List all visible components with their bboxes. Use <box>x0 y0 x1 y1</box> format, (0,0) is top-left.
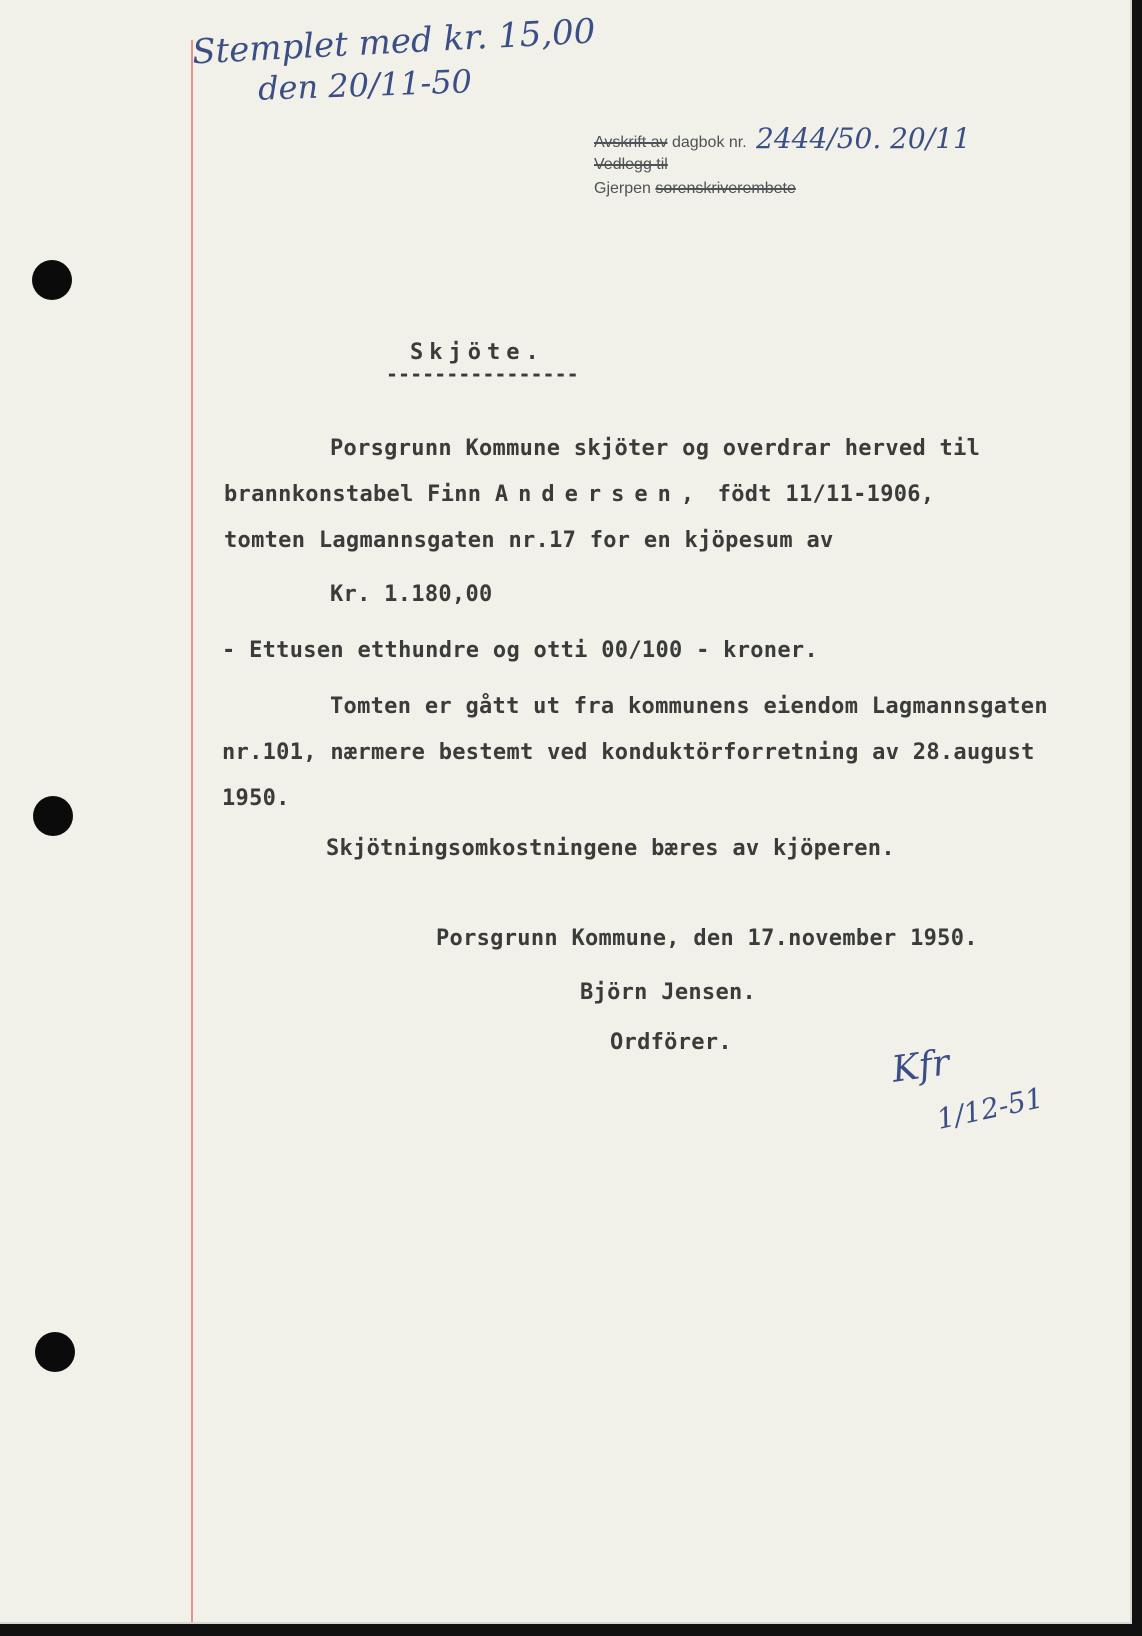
place-and-date: Porsgrunn Kommune, den 17.november 1950. <box>436 926 978 951</box>
registry-stamp-line1 <box>594 134 747 152</box>
paragraph3: Skjötningsomkostningene bæres av kjöperen. <box>326 836 895 861</box>
title-underline: ---------------- <box>386 362 579 386</box>
handwritten-stamp-note-line1: Stemplet med kr. 15,00 <box>191 11 597 73</box>
purchase-amount: Kr. 1.180,00 <box>330 582 493 607</box>
paragraph1-line2 <box>224 482 934 507</box>
signer-name: Björn Jensen. <box>580 980 757 1005</box>
signer-title: Ordförer. <box>610 1030 732 1055</box>
stamp-court-suffix: sorenskriverembete <box>655 180 796 197</box>
purchase-amount-words: - Ettusen etthundre og otti 00/100 - kroner. <box>222 638 818 663</box>
registry-stamp-line3 <box>594 180 796 198</box>
handwritten-stamp-note-line2: den 20/11-50 <box>257 62 473 108</box>
punch-hole-top <box>32 260 72 300</box>
margin-line <box>191 40 193 1622</box>
document-title: Skjöte. <box>410 340 545 365</box>
handwritten-initials-date: 1/12-51 <box>933 1081 1047 1136</box>
paragraph2-line3: 1950. <box>222 786 290 811</box>
birth-date: födt 11/11-1906, <box>704 482 935 507</box>
paragraph1-line1: Porsgrunn Kommune skjöter og overdrar herved til <box>330 436 981 461</box>
paragraph2-line1: Tomten er gått ut fra kommunens eiendom Lagmannsgaten <box>330 694 1048 719</box>
occupation-and-first-name: brannkonstabel Finn <box>224 482 495 507</box>
paragraph2-line2: nr.101, nærmere bestemt ved konduktörforretning av 28.august <box>222 740 1035 765</box>
handwritten-initials: Kfr <box>889 1042 953 1091</box>
paragraph1-line3: tomten Lagmannsgaten nr.17 for en kjöpesum av <box>224 528 834 553</box>
registry-stamp-line2: Vedlegg til <box>594 156 668 173</box>
stamp-dagbok-label: dagbok nr. <box>671 134 747 151</box>
buyer-surname: Andersen, <box>494 482 705 507</box>
stamp-handwritten-number: 2444/50. 20/11 <box>756 122 971 155</box>
punch-hole-middle <box>33 796 73 836</box>
stamp-crossed-prefix: Avskrift av <box>594 134 668 151</box>
stamp-court-name: Gjerpen <box>594 180 651 197</box>
punch-hole-bottom <box>35 1332 75 1372</box>
